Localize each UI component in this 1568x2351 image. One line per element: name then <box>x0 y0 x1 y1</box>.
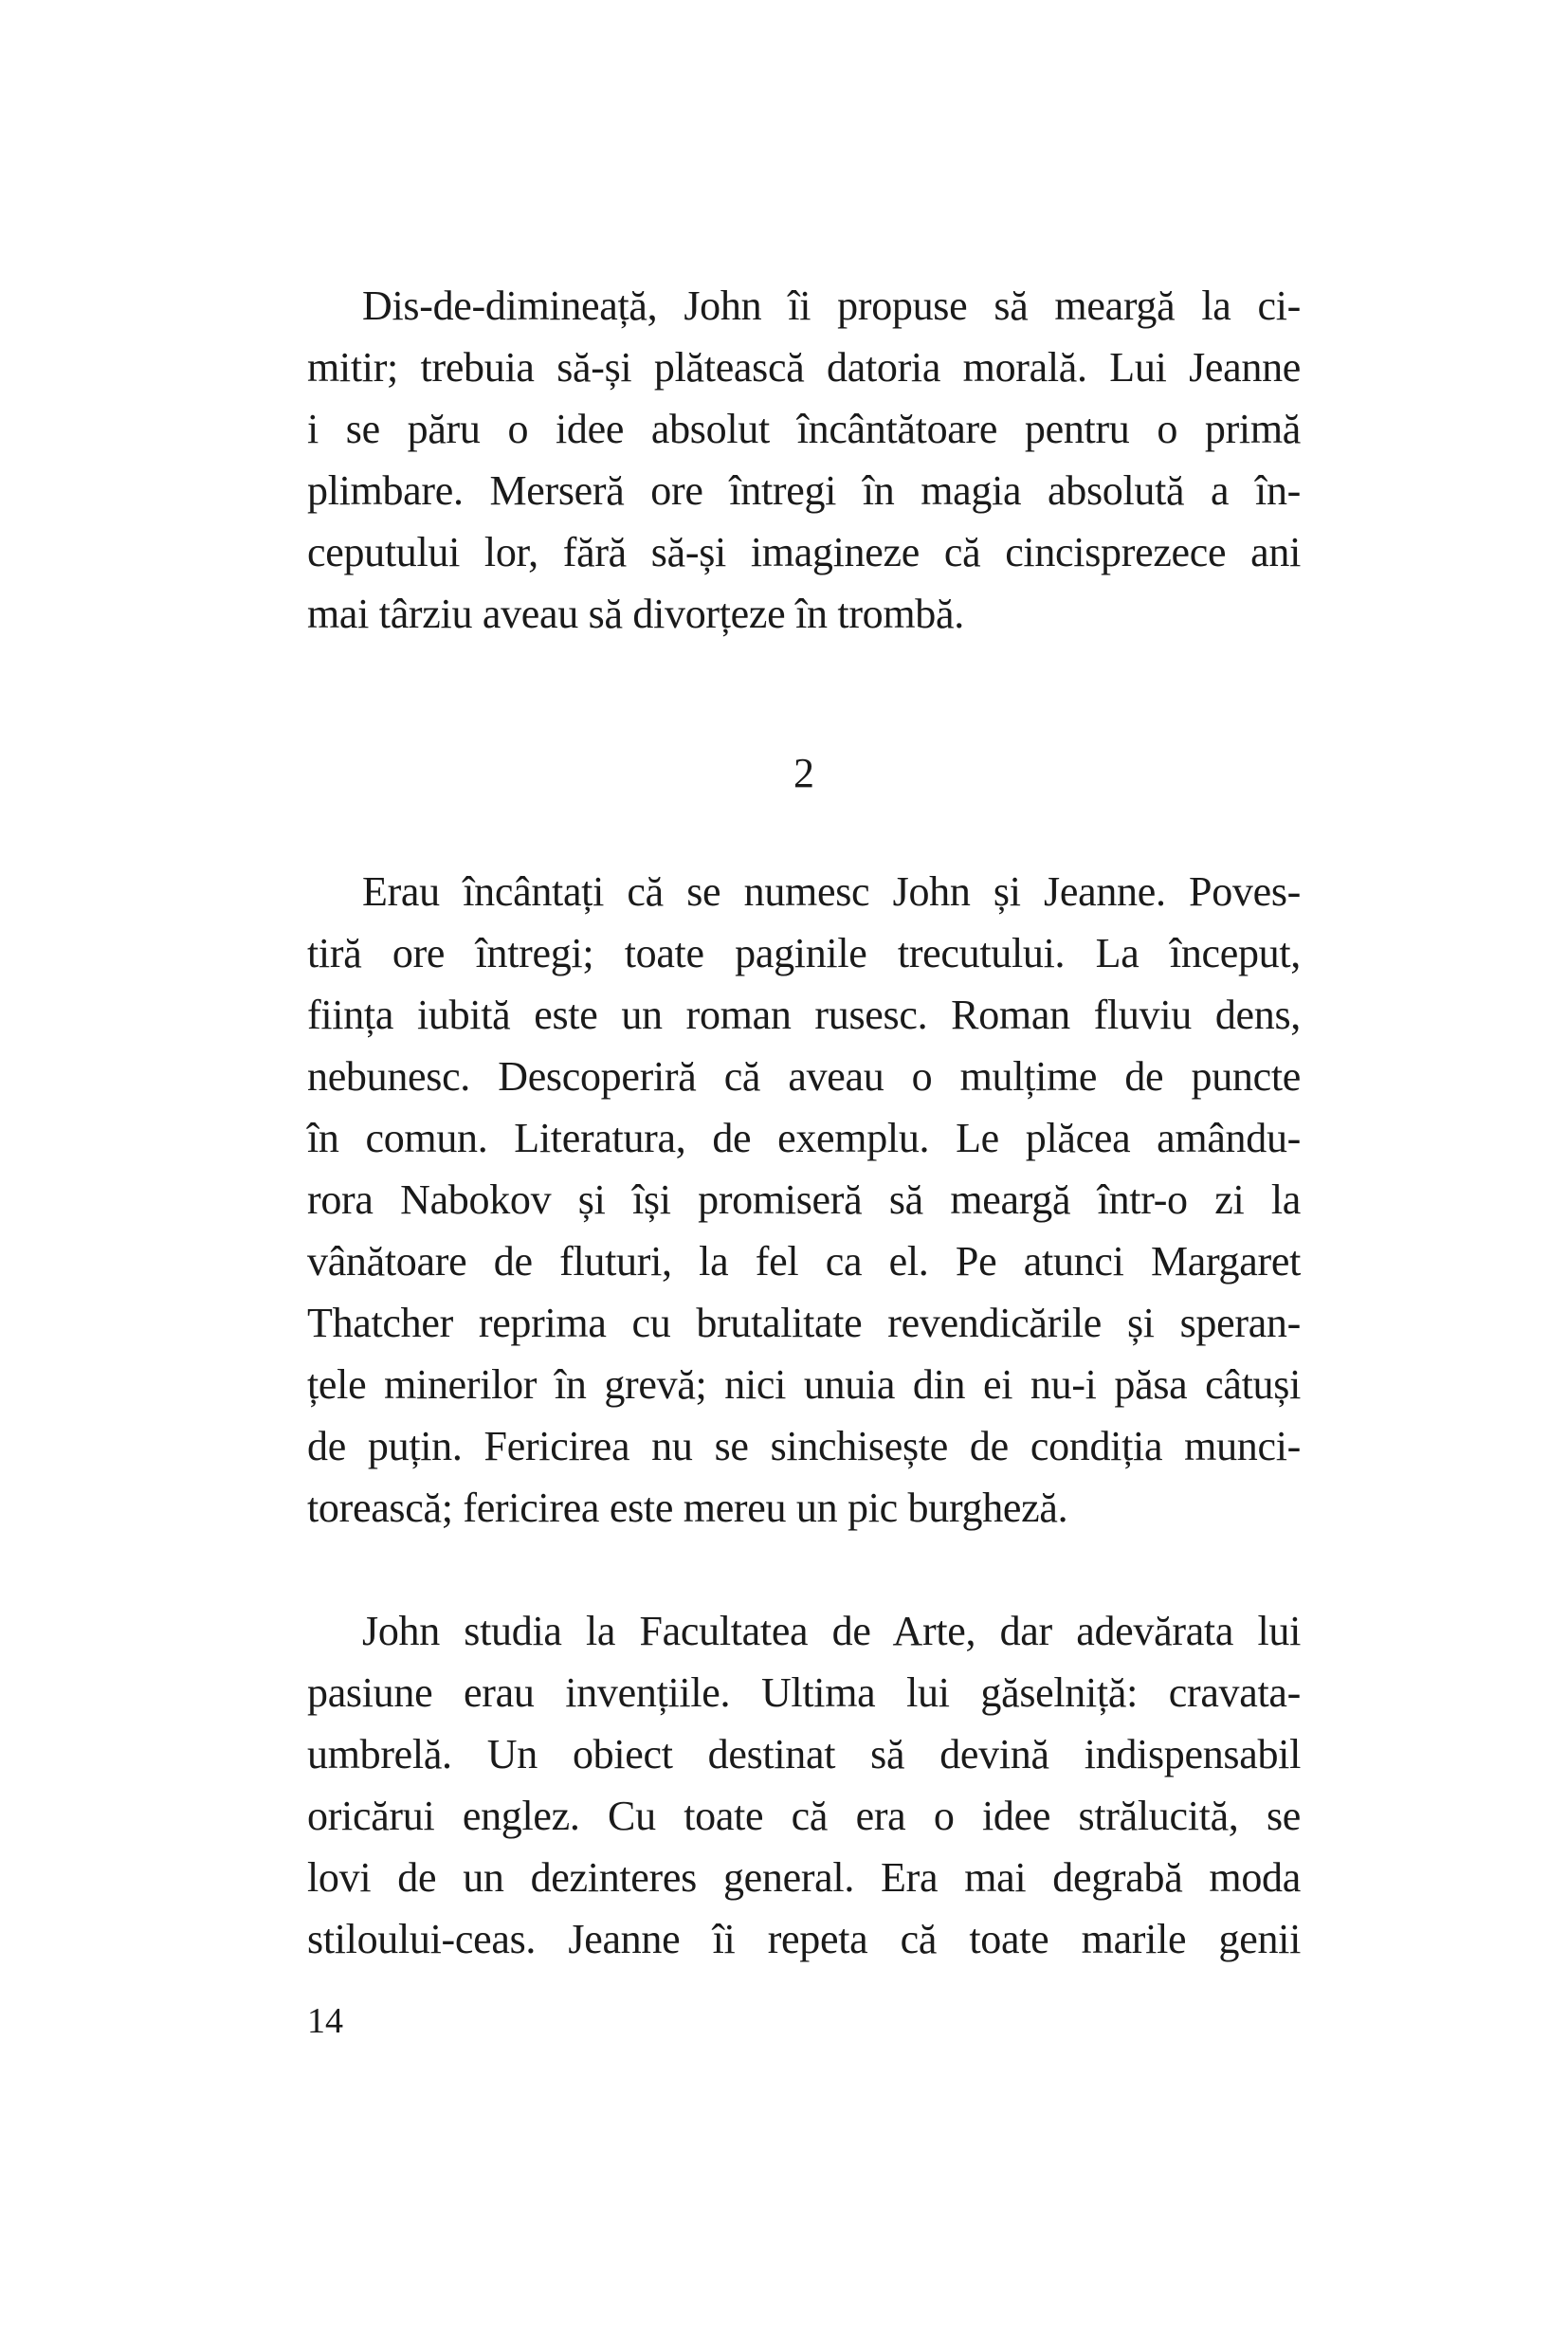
text-line: tiră ore întregi; toate paginile trecutului. La început, <box>307 930 1301 976</box>
text-line: Erau încântați că se numesc John și Jeanne. Poves- <box>362 868 1301 915</box>
paragraph-1 <box>307 275 1301 645</box>
text-line: rora Nabokov și își promiseră să meargă într-o zi la <box>307 1176 1301 1223</box>
text-line: în comun. Literatura, de exemplu. Le plăcea amându- <box>307 1115 1301 1161</box>
text-line: oricărui englez. Cu toate că era o idee strălucită, se <box>307 1793 1301 1839</box>
text-line: ceputului lor, fără să-și imagineze că cincisprezece ani <box>307 529 1301 575</box>
text-line: nebunesc. Descoperiră că aveau o mulțime de puncte <box>307 1053 1301 1100</box>
page-number: 14 <box>307 2001 343 2041</box>
paragraph-2 <box>307 861 1301 1539</box>
text-line: mai târziu aveau să divorțeze în trombă. <box>307 591 964 637</box>
text-line: pasiune erau invențiile. Ultima lui găselniță: cravata- <box>307 1669 1301 1716</box>
text-line: umbrelă. Un obiect destinat să devină indispensabil <box>307 1731 1301 1777</box>
text-line: John studia la Facultatea de Arte, dar adevărata lui <box>362 1608 1301 1654</box>
chapter-number: 2 <box>793 750 814 796</box>
text-line: țele minerilor în grevă; nici unuia din ei nu-i păsa câtuși <box>307 1361 1301 1408</box>
text-line: lovi de un dezinteres general. Era mai degrabă moda <box>307 1854 1301 1901</box>
paragraph-3 <box>307 1600 1301 1970</box>
text-line: stiloului-ceas. Jeanne îi repeta că toate marile genii <box>307 1916 1301 1962</box>
text-line: Thatcher reprima cu brutalitate revendicările și speran- <box>307 1300 1301 1346</box>
text-line: vânătoare de fluturi, la fel ca el. Pe atunci Margaret <box>307 1238 1301 1285</box>
text-line: ființa iubită este un roman rusesc. Roman fluviu dens, <box>307 992 1301 1038</box>
text-line: Dis-de-dimineață, John îi propuse să meargă la ci- <box>362 282 1301 329</box>
text-line: mitir; trebuia să-și plătească datoria morală. Lui Jeanne <box>307 344 1301 391</box>
text-line: i se păru o idee absolut încântătoare pentru o primă <box>307 406 1301 452</box>
text-line: de puțin. Fericirea nu se sinchisește de condiția munci- <box>307 1423 1301 1469</box>
text-line: plimbare. Merseră ore întregi în magia absolută a în- <box>307 467 1301 514</box>
text-line: torească; fericirea este mereu un pic burgheză. <box>307 1485 1068 1531</box>
